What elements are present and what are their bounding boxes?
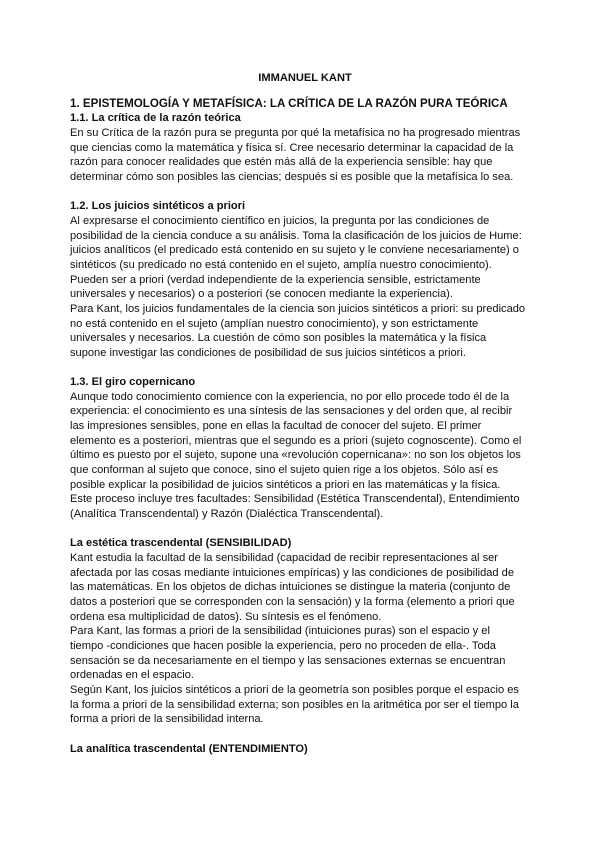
document-title: IMMANUEL KANT (258, 72, 352, 84)
paragraph-line: ordenadas en el espacio. (70, 669, 194, 682)
section (70, 375, 540, 522)
paragraph-line: posibilidad de la ciencia conduce a su análisis. Toma la clasificación de los juicios de Hume: (70, 229, 522, 242)
paragraph-line: juicios analíticos (el predicado está contenido en su sujeto y le conviene necesariamente) o (70, 244, 519, 257)
paragraph-line: que conforman al sujeto que conoce, sino el sujeto quien rige a los objetos. Sólo así es (70, 464, 498, 477)
paragraph-line: las matemáticas. En los objetos de dichas intuiciones se distingue la materia (conjunto de (70, 581, 511, 594)
paragraph-line: Aunque todo conocimiento comience con la experiencia, no por ello procede todo él de la (70, 390, 510, 403)
section-heading: 1.2. Los juicios sintéticos a priori (70, 200, 246, 213)
document-page (70, 71, 540, 756)
paragraph-line: afectada por las cosas mediante intuiciones empíricas) y las condiciones de posibilidad de (70, 566, 514, 579)
paragraph-line: universales y necesarios) o a posteriori (se conocen mediante la experiencia). (70, 288, 453, 301)
blank-line (70, 185, 540, 200)
paragraph-line: Pueden ser a priori (verdad independiente de la experiencia sensible, estrictamente (70, 273, 481, 286)
paragraph-line: sintéticos (su predicado no está contenido en el sujeto, amplía nuestro conocimiento). (70, 258, 492, 271)
section-heading: 1.1. La crítica de la razón teórica (70, 112, 241, 125)
paragraph-line: elemento es a posteriori, mientras que el segundo es a priori (sujeto cognoscente). Como el (70, 434, 522, 447)
blank-line (70, 360, 540, 375)
paragraph-line: Kant estudia la facultad de la sensibilidad (capacidad de recibir representaciones al ser (70, 552, 498, 564)
paragraph-line: forma a priori de la sensibilidad interna. (70, 713, 264, 726)
paragraph-line: razón para conocer realidades que estén más allá de la experiencia sensible: hay que (70, 156, 493, 169)
section (70, 199, 540, 360)
section (70, 536, 540, 727)
paragraph-line: Este proceso incluye tres facultades: Sensibilidad (Estética Transcendental), Entendimiento (70, 493, 520, 506)
paragraph-line: En su Crítica de la razón pura se pregunta por qué la metafísica no ha progresado mientras (70, 126, 521, 139)
section-heading: La analítica trascendental (ENTENDIMIENTO) (70, 742, 308, 755)
paragraph-line: universales y necesarios. La cuestión de cómo son posibles la matemática y la física (70, 332, 487, 345)
paragraph-line: (Analítica Transcendental) y Razón (Dialéctica Transcendental). (70, 508, 384, 521)
paragraph-line: que ciencias como la matemática y física sí. Cree necesario determinar la capacidad de la (70, 141, 514, 154)
paragraph-line: Según Kant, los juicios sintéticos a priori de la geometría son posibles porque el espacio es (70, 683, 519, 696)
paragraph-line: tiempo -condiciones que hacen posible la experiencia, pero no proceden de ella-. Toda (70, 639, 496, 652)
paragraph-line: supone investigar las condiciones de posibilidad de sus juicios sintéticos a priori. (70, 346, 466, 359)
section (70, 742, 540, 757)
section (70, 111, 540, 184)
paragraph-line: ordena esa multiplicidad de datos). Su síntesis es el fenómeno. (70, 610, 382, 623)
paragraph-line: las impresiones sensibles, pone en ellas la facultad de conocer del sujeto. El primer (70, 420, 482, 433)
paragraph-line: posible explicar la posibilidad de juicios sintéticos a priori en las matemáticas y la física. (70, 478, 501, 491)
sections (70, 111, 540, 756)
paragraph-line: datos a posteriori que se corresponden con la sensación) y la forma (elemento a priori que (70, 595, 515, 608)
chapter-heading: 1. EPISTEMOLOGÍA Y METAFÍSICA: LA CRÍTICA DE LA RAZÓN PURA TEÓRICA (70, 96, 508, 110)
paragraph-line: determinar cómo son posibles las ciencias; después si es posible que la metafísica lo sea. (70, 170, 514, 183)
section-heading: 1.3. El giro copernicano (70, 376, 196, 389)
paragraph-line: la forma a priori de la sensibilidad externa; son posibles en la aritmética por ser el tiempo la (70, 698, 519, 711)
paragraph-line: sensación se da necesariamente en el tiempo y las sensaciones externas se encuentran (70, 654, 506, 667)
paragraph-line: último es puesto por el sujeto, supone una «revolución copernicana»: no son los objetos los (70, 449, 521, 462)
paragraph-line: Para Kant, los juicios fundamentales de la ciencia son juicios sintéticos a priori: su predicado (70, 302, 526, 315)
section-heading: La estética trascendental (SENSIBILIDAD) (70, 537, 292, 550)
blank-line (70, 727, 540, 742)
paragraph-line: experiencia: el conocimiento es una síntesis de las sensaciones y del orden que, al recibir (70, 405, 513, 418)
paragraph-line: no está contenido en el sujeto (amplían nuestro conocimiento), y son estrictamente (70, 317, 479, 330)
paragraph-line: Al expresarse el conocimiento científico en juicios, la pregunta por las condiciones de (70, 214, 490, 227)
paragraph-line: Para Kant, las formas a priori de la sensibilidad (intuiciones puras) son el espacio y el (70, 625, 490, 638)
blank-line (70, 522, 540, 537)
